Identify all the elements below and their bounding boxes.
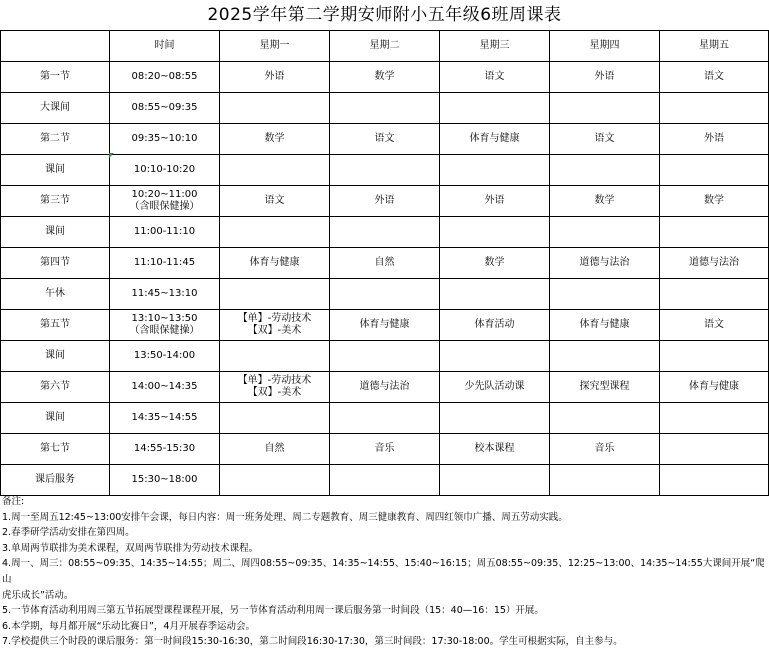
course-text: 数学 — [594, 195, 615, 206]
course-cell — [660, 465, 769, 496]
header-cell: 星期一 — [220, 31, 330, 62]
course-text: 外语 — [704, 133, 724, 144]
header-cell: 星期五 — [660, 31, 769, 62]
time-text: 14:35~14:55 — [131, 412, 198, 423]
course-cell — [220, 62, 330, 93]
course-cell — [550, 62, 660, 93]
time-cell — [110, 124, 220, 155]
note-line: 3.单周两节联排为美术课程，双周两节联排为劳动技术课程。 — [2, 542, 259, 554]
table-row — [1, 217, 769, 248]
course-cell — [550, 465, 660, 496]
period-name-cell: 第二节 — [1, 124, 110, 155]
note-line: 2.春季研学活动安排在第四周。 — [2, 527, 135, 539]
course-cell — [220, 248, 330, 279]
course-text: 校本课程 — [474, 443, 515, 454]
course-text: 体育与健康 — [249, 257, 300, 268]
time-cell — [110, 248, 220, 279]
course-cell — [220, 465, 330, 496]
course-cell — [330, 434, 440, 465]
table-row — [1, 372, 769, 403]
course-text: 少先队活动课 — [464, 381, 525, 392]
time-text: 11:45~13:10 — [131, 288, 198, 299]
time-text: 14:55-15:30 — [133, 443, 196, 454]
time-text: 14:00~14:35 — [131, 381, 198, 392]
course-cell — [220, 93, 330, 124]
table-row — [1, 434, 769, 465]
table-row — [1, 93, 769, 124]
note-line: 虎乐成长”活动。 — [2, 589, 74, 601]
course-cell — [550, 434, 660, 465]
note-line: 1.周一至周五12:45~13:00安排午会课，每日内容：周一班务处理、周二专题教育、周三健康教育、周四红领巾广播、周五劳动实践。 — [2, 511, 568, 523]
table-row — [1, 124, 769, 155]
course-text: 体育与健康 — [359, 319, 410, 330]
course-cell — [660, 124, 769, 155]
course-text: 数学 — [484, 257, 505, 268]
time-text: 08:55~09:35 — [131, 102, 198, 113]
course-cell — [220, 310, 330, 341]
course-cell — [660, 93, 769, 124]
time-text: 11:10-11:45 — [133, 257, 196, 268]
note-line: 6.本学期，每月都开展“乐动比赛日”，4月开展春季运动会。 — [2, 620, 255, 632]
course-cell — [440, 310, 550, 341]
time-text: 10:20~11:00 — [131, 189, 198, 200]
course-text: 数学 — [704, 195, 724, 206]
course-text: 语文 — [484, 71, 505, 82]
time-cell — [110, 372, 220, 403]
course-cell — [220, 217, 330, 248]
course-cell — [330, 217, 440, 248]
course-text: 【双】-美术 — [247, 325, 302, 336]
header-cell: 星期四 — [550, 31, 660, 62]
course-text: 自然 — [374, 257, 395, 268]
header-cell — [1, 31, 110, 62]
time-cell — [110, 465, 220, 496]
course-cell — [330, 248, 440, 279]
course-text: 外语 — [484, 195, 505, 206]
course-text: 体育与健康 — [469, 133, 520, 144]
course-cell — [550, 93, 660, 124]
course-cell — [220, 434, 330, 465]
header-row — [1, 31, 769, 62]
course-cell — [550, 217, 660, 248]
period-name-cell: 第七节 — [1, 434, 110, 465]
note-line: 5.一节体育活动利用周三第五节拓展型课程课程开展，另一节体育活动利用周一课后服务第一时间段（15：40—16：15）开展。 — [2, 605, 544, 617]
course-cell — [220, 372, 330, 403]
course-cell — [550, 248, 660, 279]
course-cell — [330, 186, 440, 217]
course-text: 道德与法治 — [359, 381, 410, 392]
time-cell — [110, 279, 220, 310]
course-cell — [440, 248, 550, 279]
time-cell — [110, 434, 220, 465]
course-cell — [330, 155, 440, 186]
period-name-cell: 大课间 — [1, 93, 110, 124]
course-cell — [330, 93, 440, 124]
course-text: 道德与法治 — [689, 257, 739, 268]
course-text: 数学 — [264, 133, 285, 144]
time-cell — [110, 310, 220, 341]
time-text: 15:30~18:00 — [131, 474, 198, 485]
page-title: 2025学年第二学期安师附小五年级6班周课表 — [207, 5, 562, 25]
time-text: 13:10~13:50 — [131, 313, 198, 324]
notes-section — [2, 494, 766, 650]
time-text: 09:35~10:10 — [131, 133, 198, 144]
course-cell — [220, 186, 330, 217]
table-row — [1, 403, 769, 434]
course-cell — [330, 372, 440, 403]
course-cell — [440, 217, 550, 248]
course-text: 【单】-劳动技术 — [237, 375, 312, 386]
time-cell — [110, 155, 220, 186]
course-cell — [550, 341, 660, 372]
time-text: 08:20~08:55 — [131, 71, 198, 82]
period-name-cell: 第六节 — [1, 372, 110, 403]
course-cell — [440, 434, 550, 465]
time-cell — [110, 93, 220, 124]
course-cell — [550, 155, 660, 186]
course-text: 体育与健康 — [689, 381, 739, 392]
course-text: 音乐 — [374, 443, 395, 454]
course-text: 音乐 — [594, 443, 615, 454]
course-text: 外语 — [374, 195, 395, 206]
course-text: 语文 — [704, 319, 724, 330]
notes-heading: 备注: — [2, 496, 25, 507]
table-row — [1, 279, 769, 310]
course-cell — [440, 279, 550, 310]
course-cell — [550, 310, 660, 341]
course-cell — [660, 310, 769, 341]
course-text: 外语 — [594, 71, 615, 82]
period-name-cell: 课间 — [1, 217, 110, 248]
course-cell — [220, 155, 330, 186]
course-text: 体育活动 — [474, 319, 515, 330]
course-cell — [330, 62, 440, 93]
course-cell — [330, 403, 440, 434]
course-cell — [550, 279, 660, 310]
course-cell — [660, 341, 769, 372]
course-text: 语文 — [264, 195, 285, 206]
course-text: 【双】-美术 — [247, 387, 302, 398]
course-cell — [440, 465, 550, 496]
course-cell — [660, 186, 769, 217]
course-cell — [330, 310, 440, 341]
course-cell — [220, 279, 330, 310]
period-name-cell: 课间 — [1, 403, 110, 434]
time-text: 10:10-10:20 — [133, 164, 196, 175]
course-cell — [550, 403, 660, 434]
time-text: （含眼保健操） — [129, 201, 200, 212]
course-cell — [330, 279, 440, 310]
period-name-cell: 午休 — [1, 279, 110, 310]
time-cell — [110, 403, 220, 434]
course-cell — [220, 341, 330, 372]
period-name-cell: 第一节 — [1, 62, 110, 93]
course-text: 自然 — [264, 443, 285, 454]
course-text: 外语 — [264, 71, 285, 82]
course-text: 语文 — [374, 133, 395, 144]
note-line: 4.周一、周三：08:55~09:35、14:35~14:55；周二、周四08:55~09:35、14:35~14:55、15:40~16:15；周五08:55~09:35、12:25~13:00、14:35~14:55大课间开展“爬山 — [2, 558, 765, 585]
table-row — [1, 155, 769, 186]
period-name-cell: 课间 — [1, 155, 110, 186]
time-text: 13:50-14:00 — [133, 350, 196, 361]
course-cell — [220, 124, 330, 155]
table-row — [1, 310, 769, 341]
header-cell: 时间 — [110, 31, 220, 62]
course-cell — [550, 186, 660, 217]
course-text: 语文 — [594, 133, 615, 144]
table-row — [1, 465, 769, 496]
course-cell — [660, 403, 769, 434]
course-text: 【单】-劳动技术 — [237, 313, 312, 324]
period-name-cell: 第五节 — [1, 310, 110, 341]
table-row — [1, 62, 769, 93]
course-cell — [330, 341, 440, 372]
course-text: 数学 — [374, 71, 395, 82]
course-cell — [330, 465, 440, 496]
time-cell — [110, 62, 220, 93]
course-cell — [440, 341, 550, 372]
time-cell — [110, 341, 220, 372]
course-text: 语文 — [704, 71, 724, 82]
course-cell — [220, 403, 330, 434]
course-cell — [660, 434, 769, 465]
header-cell: 星期二 — [330, 31, 440, 62]
course-cell — [440, 186, 550, 217]
time-cell — [110, 217, 220, 248]
course-cell — [660, 155, 769, 186]
course-cell — [440, 155, 550, 186]
course-cell — [440, 93, 550, 124]
course-cell — [660, 62, 769, 93]
course-cell — [660, 217, 769, 248]
table-row — [1, 186, 769, 217]
course-cell — [330, 124, 440, 155]
course-cell — [550, 124, 660, 155]
time-text: （含眼保健操） — [129, 325, 200, 336]
course-cell — [660, 279, 769, 310]
course-cell — [660, 372, 769, 403]
timetable — [0, 30, 769, 496]
course-cell — [660, 248, 769, 279]
table-row — [1, 248, 769, 279]
period-name-cell: 第三节 — [1, 186, 110, 217]
period-name-cell: 课间 — [1, 341, 110, 372]
period-name-cell: 课后服务 — [1, 465, 110, 496]
course-text: 体育与健康 — [579, 319, 630, 330]
header-cell: 星期三 — [440, 31, 550, 62]
course-cell — [440, 124, 550, 155]
course-cell — [440, 372, 550, 403]
time-cell — [110, 186, 220, 217]
course-text: 道德与法治 — [579, 257, 630, 268]
course-text: 探究型课程 — [579, 381, 630, 392]
course-cell — [440, 403, 550, 434]
note-line: 7.学校提供三个时段的课后服务：第一时间段15:30-16:30，第二时间段16:30-17:30，第三时间段：17:30-18:00。学生可根据实际，自主参与。 — [2, 636, 623, 648]
course-cell — [550, 372, 660, 403]
cell-comment-marker — [109, 153, 114, 158]
time-text: 11:00-11:10 — [133, 226, 196, 237]
period-name-cell: 第四节 — [1, 248, 110, 279]
table-row — [1, 341, 769, 372]
course-cell — [440, 62, 550, 93]
